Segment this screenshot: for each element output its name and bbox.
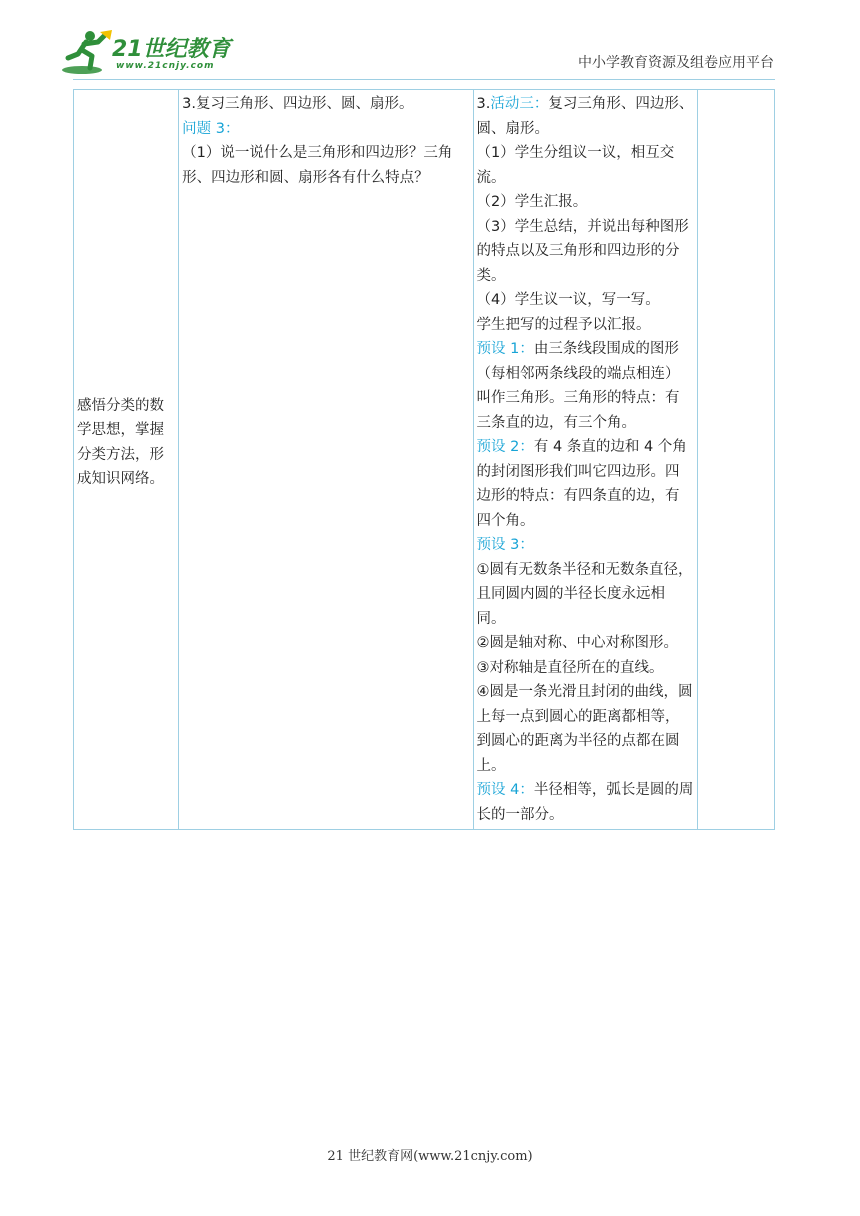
preset-3-item-2: ②圆是轴对称、中心对称图形。	[476, 635, 679, 651]
logo-url: www.21cnjy.com	[116, 61, 215, 71]
preset-4	[477, 778, 694, 827]
step-1: （1）学生分组议一议，相互交流。	[476, 145, 675, 186]
student-cell	[473, 90, 697, 830]
goal-cell	[74, 90, 179, 830]
activity-prefix: 3.	[476, 96, 491, 112]
teacher-cell	[179, 90, 473, 830]
preset-4-text: 半径相等，弧长是圆的周长的一部分。	[476, 782, 694, 823]
lesson-table	[73, 89, 775, 830]
platform-name: 中小学教育资源及组卷应用平台	[578, 55, 774, 71]
preset-2	[477, 435, 694, 533]
step-4: （4）学生议一议，写一写。	[476, 292, 660, 308]
question-label: 问题 3：	[182, 120, 240, 137]
page-header	[0, 0, 860, 90]
logo	[60, 28, 235, 76]
logo-text: 21世纪教育	[112, 37, 231, 62]
preset-1	[477, 337, 694, 435]
activity-label: 活动三：	[490, 96, 549, 112]
notes-cell	[697, 90, 774, 830]
step-5: 学生把写的过程予以汇报。	[476, 316, 651, 333]
question-text: （1）说一说什么是三角形和四边形？三角形、四边形和圆、扇形各有什么特点？	[182, 145, 453, 186]
activity-line	[477, 92, 694, 141]
preset-2-label: 预设 2：	[476, 439, 534, 455]
page-footer: 21 世纪教育网(www.21cnjy.com)	[327, 1149, 533, 1164]
activity-text: 复习三角形、四边形、圆、扇形。	[476, 96, 694, 137]
step-3: （3）学生总结，并说出每种图形的特点以及三角形和四边形的分类。	[476, 218, 689, 284]
preset-4-label: 预设 4：	[476, 782, 534, 798]
runner-logo-icon	[60, 28, 120, 76]
preset-3-item-3: ③对称轴是直径所在的直线。	[476, 659, 664, 676]
preset-1-text: 由三条线段围成的图形（每相邻两条线段的端点相连）叫作三角形。三角形的特点：有三条直的边，有三个角。	[476, 341, 680, 431]
table-row	[74, 90, 775, 830]
preset-2-text: 有 4 条直的边和 4 个角的封闭图形我们叫它四边形。四边形的特点：有四条直的边，有四个角。	[476, 439, 687, 529]
goal-text: 感悟分类的数学思想，掌握分类方法，形成知识网络。	[77, 397, 164, 487]
review-title: 3.复习三角形、四边形、圆、扇形。	[182, 96, 414, 112]
preset-1-label: 预设 1：	[476, 341, 534, 357]
preset-3-label: 预设 3：	[476, 537, 534, 553]
step-2: （2）学生汇报。	[476, 194, 588, 210]
header-divider	[73, 79, 775, 80]
preset-3-item-1: ①圆有无数条半径和无数条直径，且同圆内圆的半径长度永远相同。	[476, 561, 693, 627]
preset-3-item-4: ④圆是一条光滑且封闭的曲线，圆上每一点到圆心的距离都相等，到圆心的距离为半径的点都在圆上。	[476, 684, 693, 774]
